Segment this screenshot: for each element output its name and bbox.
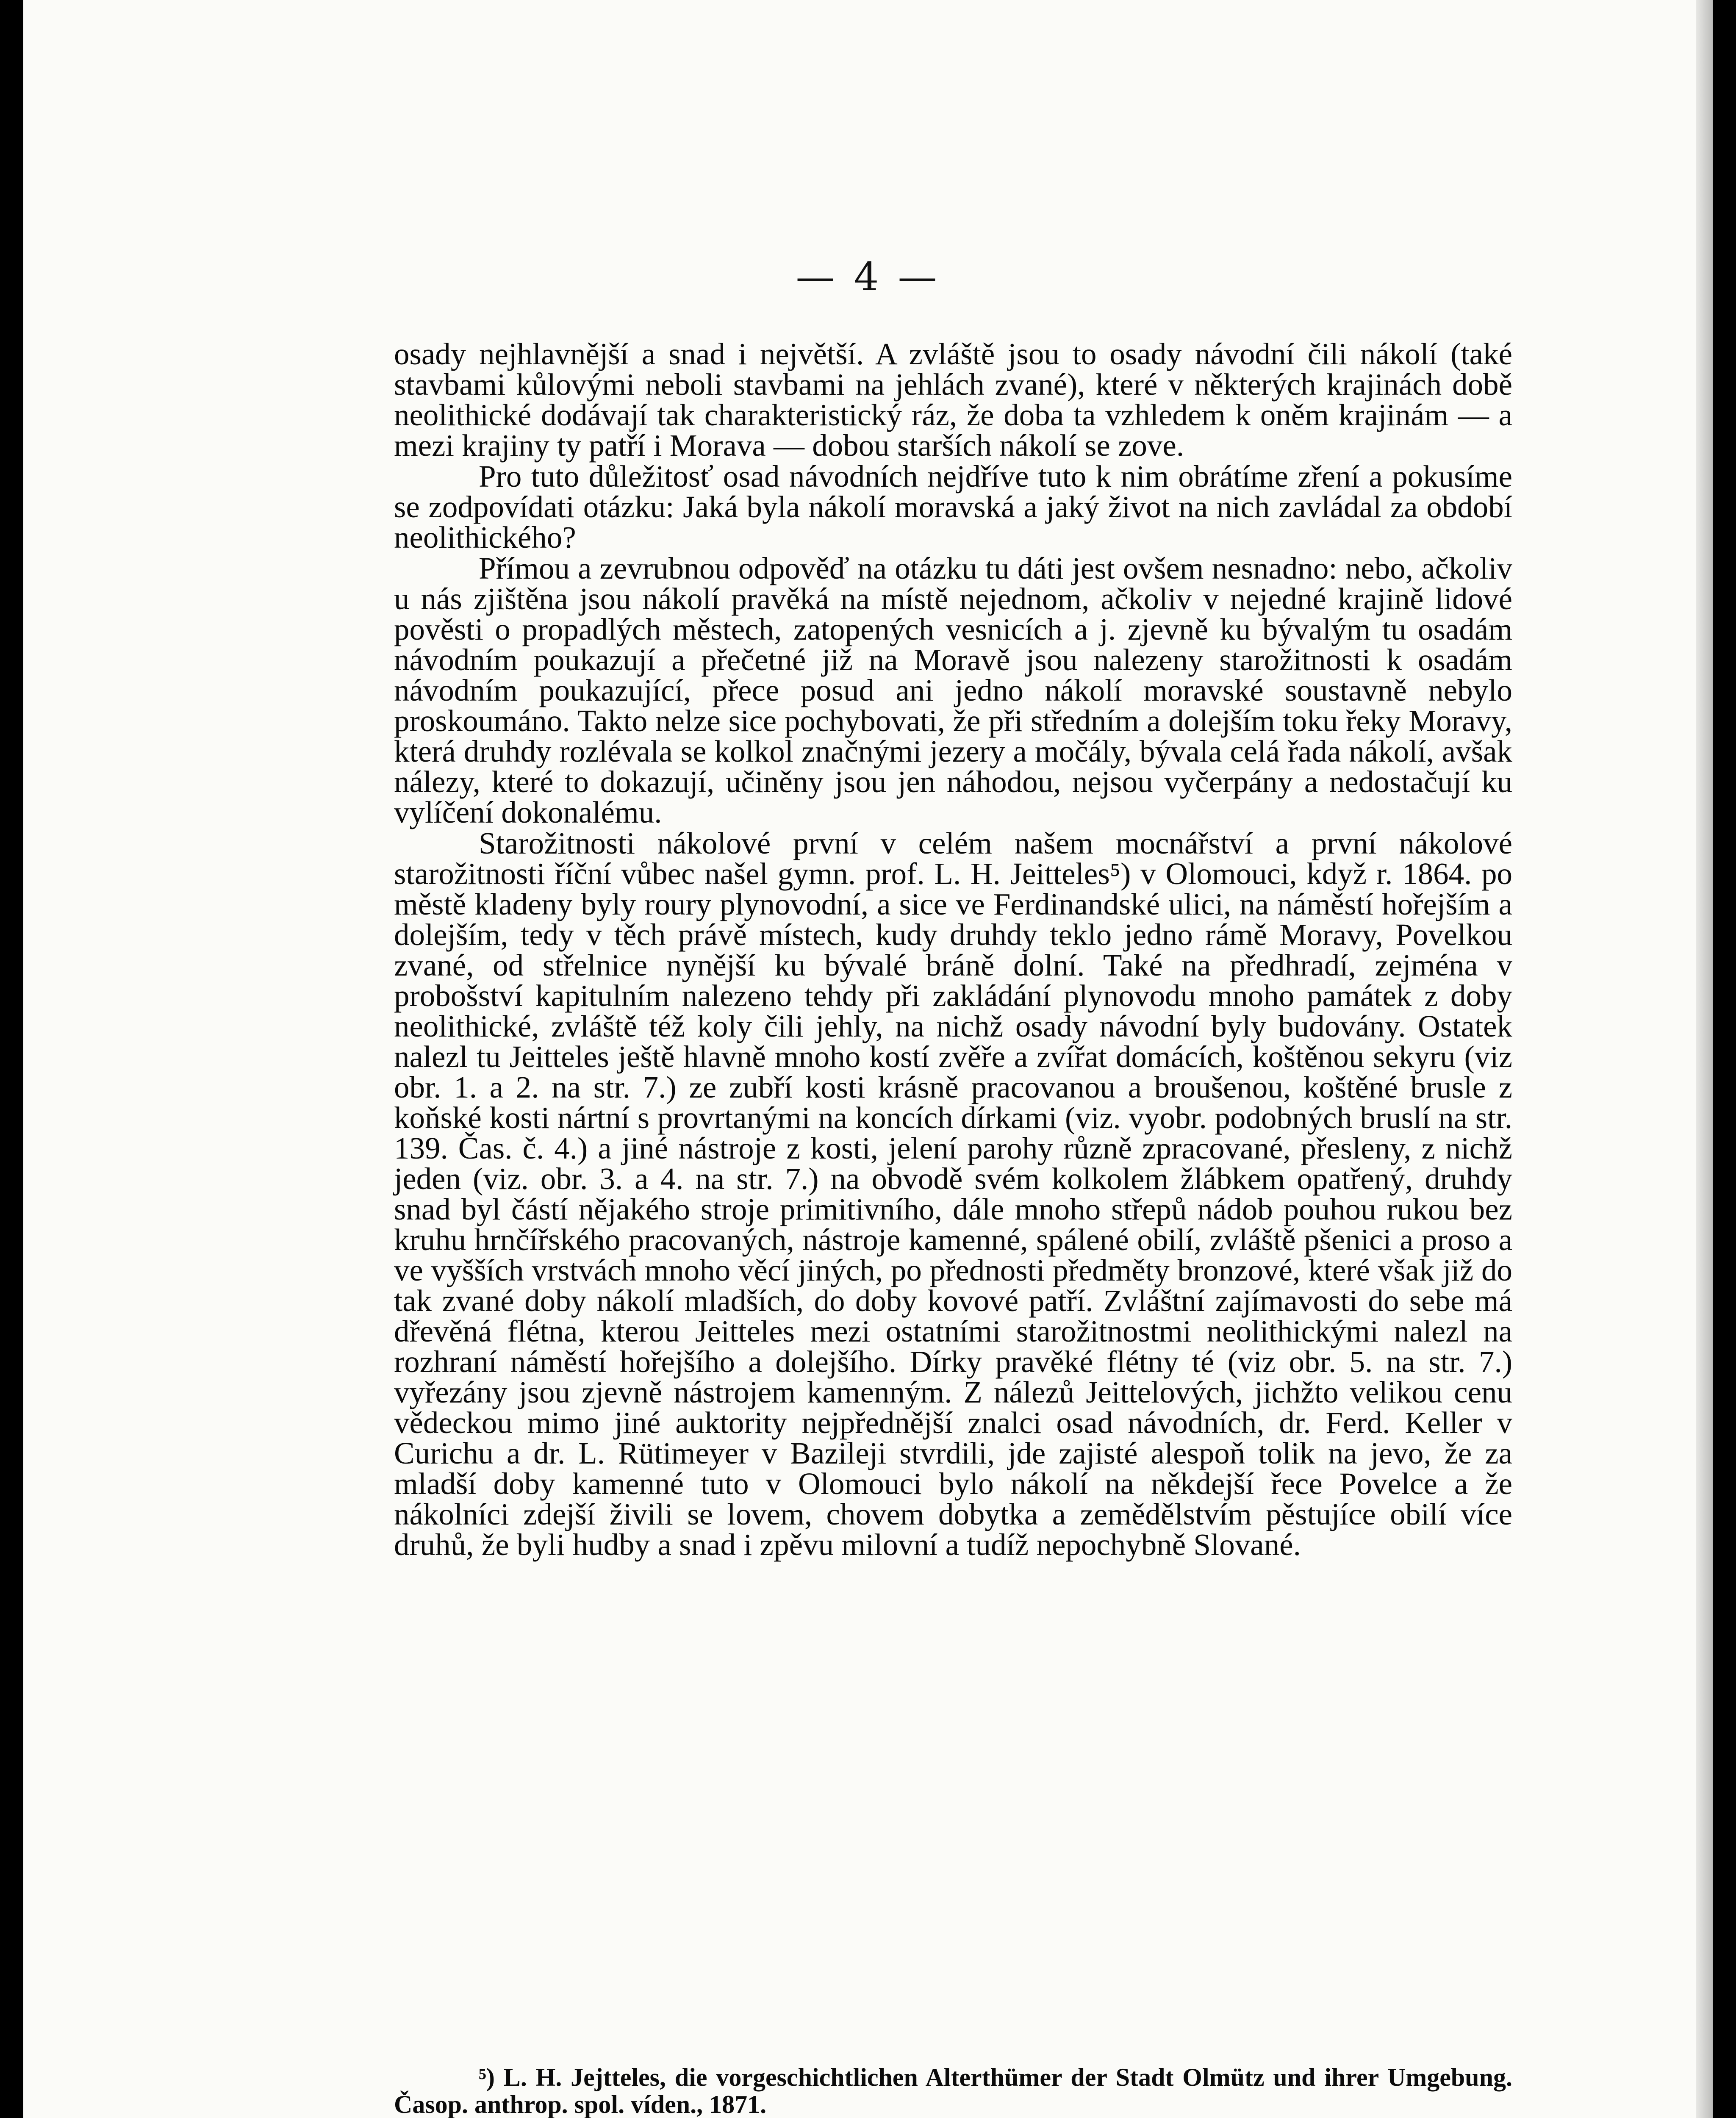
document-page (23, 0, 1713, 2118)
footnote-5: ⁵) L. H. Jejtteles, die vorgeschichtlichen Alterthümer der Stadt Olmütz und ihrer Umgebung. Časop. anthrop. spol. víden., 1871. (394, 2063, 1512, 2118)
paragraph-3: Přímou a zevrubnou odpověď na otázku tu dáti jest ovšem nesnadno: nebo, ačkoliv u nás zjištěna jsou nákolí pravěká na místě nejednom, ačkoliv v nejedné krajině lidové pověsti o propadlých městech, zatopených vesnicích a j. zjevně ku bývalým tu osadám návodním poukazují a přečetné již na Moravě jsou nalezeny starožitnosti k osadám návodním poukazující, přece posud ani jedno nákolí moravské soustavně nebylo proskoumáno. Takto nelze sice pochybovati, že při středním a dolejším toku řeky Moravy, která druhdy rozlévala se kolkol značnými jezery a močály, bývala celá řada nákolí, avšak nálezy, které to dokazují, učiněny jsou jen náhodou, nejsou vyčerpány a nedostačují ku vylíčení dokonalému. (394, 551, 1512, 829)
page-edge-shadow (1696, 0, 1713, 2118)
paragraph-4: Starožitnosti nákolové první v celém našem mocnářství a první nákolové starožitnosti říční vůbec našel gymn. prof. L. H. Jeitteles⁵) v Olomouci, když r. 1864. po městě kladeny byly roury plynovodní, a sice ve Ferdinandské ulici, na náměstí hořejším a dolejším, tedy v těch právě místech, kudy druhdy teklo jedno rámě Moravy, Povelkou zvané, od střelnice nynější ku bývalé bráně dolní. Také na předhradí, zejména v probošství kapitulním nalezeno tehdy při zakládání plynovodu mnoho památek z doby neolithické, zvláště též koly čili jehly, na nichž osady návodní byly budovány. Ostatek nalezl tu Jeitteles ještě hlavně mnoho kostí zvěře a zvířat domácích, koštěnou sekyru (viz obr. 1. a 2. na str. 7.) ze zubří kosti krásně pracovanou a broušenou, koštěné brusle z koňské kosti nártní s provrtanými na koncích dírkami (viz. vyobr. podobných bruslí na str. 139. Čas. č. 4.) a jiné nástroje z kosti, jelení parohy různě zpracované, přesleny, z nichž jeden (viz. obr. 3. a 4. na str. 7.) na obvodě svém kolkolem žlábkem opatřený, druhdy snad byl částí nějakého stroje primitivního, dále mnoho střepů nádob pouhou rukou bez kruhu hrnčířského pracovaných, nástroje kamenné, spálené obilí, zvláště pšenici a proso a ve vyšších vrstvách mnoho věcí jiných, po přednosti předměty bronzové, které však již do tak zvané doby nákolí mladších, do doby kovové patří. Zvláštní zajímavosti do sebe má dřevěná flétna, kterou Jeitteles mezi ostatními starožitnostmi neolithickými nalezl na rozhraní náměstí hořejšího a dolejšího. Dírky pravěké flétny té (viz obr. 5. na str. 7.) vyřezány jsou zjevně nástrojem kamenným. Z nálezů Jeittelových, jichžto velikou cenu vědeckou mimo jiné auktority nejpřednější znalci osad návodních, dr. Ferd. Keller v Curichu a dr. L. Rütimeyer v Bazileji stvrdili, jde zajisté alespoň tolik na jevo, že za mladší doby kamenné tuto v Olomouci bylo nákolí na někdejší řece Povelce a že nákolníci zdejší živili se lovem, chovem dobytka a zemědělstvím pěstujíce obilí více druhů, že byli hudby a snad i zpěvu milovní a tudíž nepochybně Slované. (394, 826, 1512, 1562)
page-number: — 4 — (796, 254, 940, 299)
body-text (394, 339, 1512, 1561)
footnotes (394, 2064, 1512, 2118)
paragraph-2: Pro tuto důležitosť osad návodních nejdříve tuto k nim obrátíme zření a pokusíme se zodpovídati otázku: Jaká byla nákolí moravská a jaký život na nich zavládal za období neolithického? (394, 459, 1512, 554)
paragraph-1: osady nejhlavnější a snad i největší. A zvláště jsou to osady návodní čili nákolí (také stavbami kůlovými neboli stavbami na jehlách zvané), které v některých krajinách době neolithické dodávají tak charakteristický ráz, že doba ta vzhledem k oněm krajinám — a mezi krajiny ty patří i Morava — dobou starších nákolí se zove. (394, 337, 1512, 463)
